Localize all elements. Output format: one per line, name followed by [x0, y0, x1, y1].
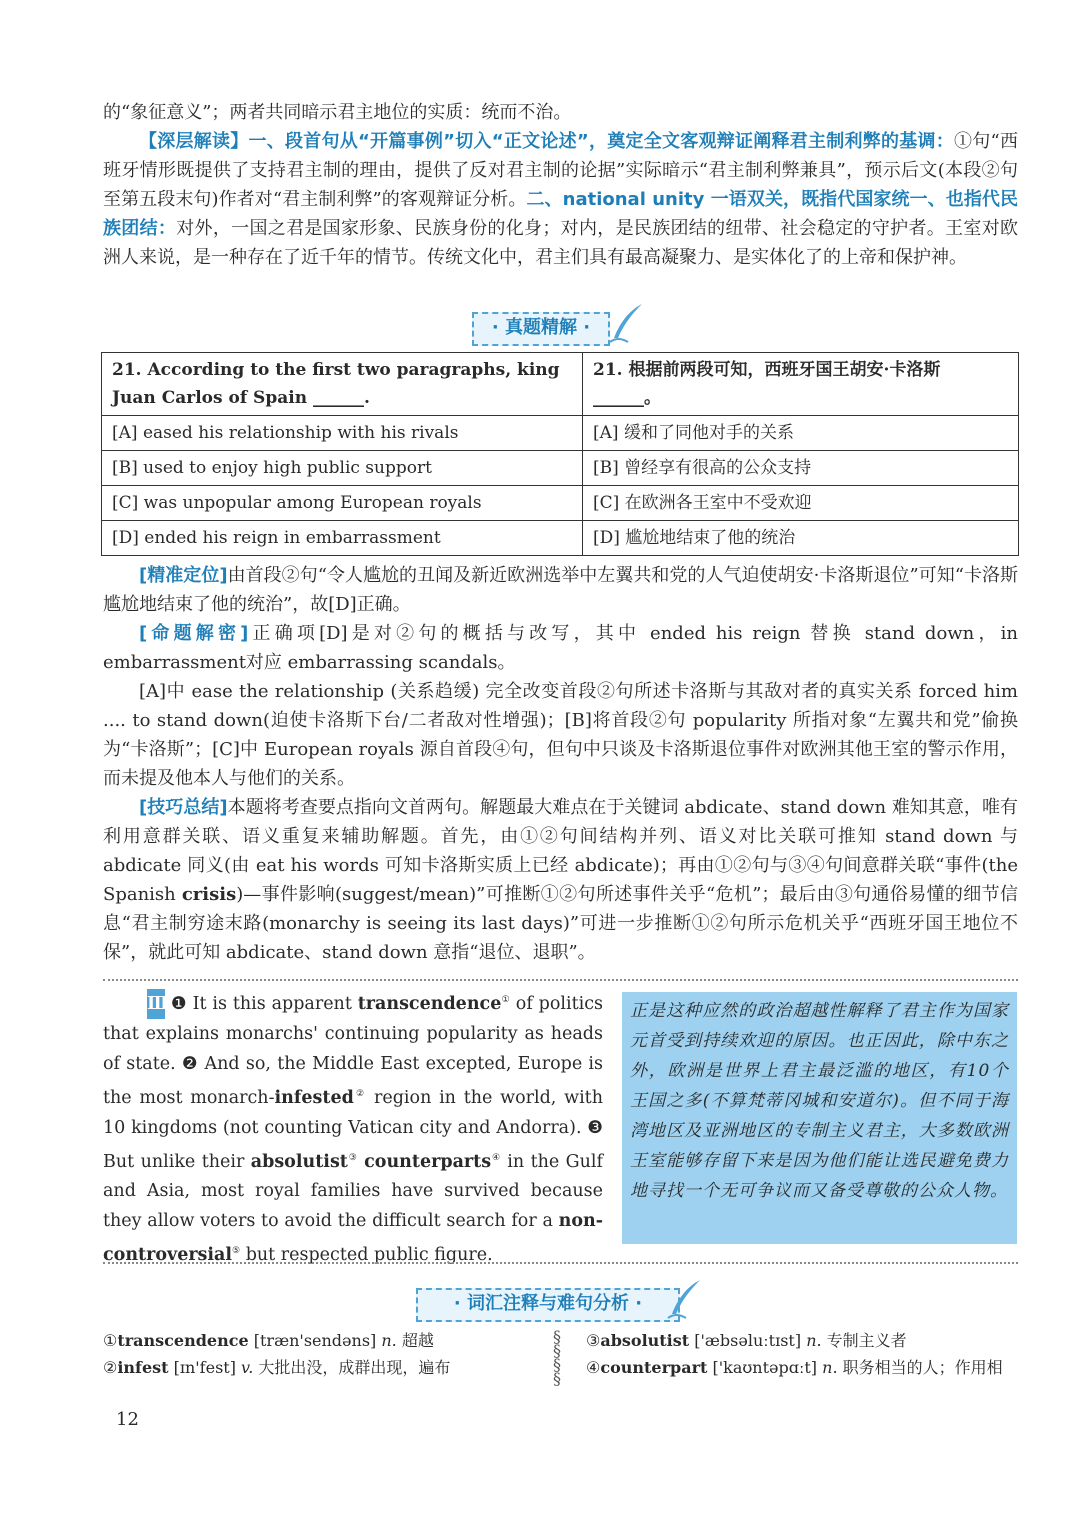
option-en: [A] eased his relationship with his rivals: [102, 416, 583, 451]
footnote-mark: ⑤: [232, 1246, 241, 1257]
option-en: [C] was unpopular among European royals: [102, 486, 583, 521]
passage-text: ❶ It is this apparent: [165, 993, 358, 1014]
vocab-ipa: [træn'sendəns]: [253, 1331, 377, 1350]
option-cn: [B] 曾经享有很高的公众支持: [583, 451, 1019, 486]
passage-text: region in the world, with 10 kingdoms (not counting Vatican city and Andorra). ❸ But unlike their: [103, 1087, 603, 1172]
vocab-item: [103, 1355, 450, 1381]
vocab-word: absolutist: [250, 1151, 348, 1172]
vocab-meaning: 职务相当的人；作用相: [842, 1358, 1003, 1377]
skill-para: [103, 793, 1018, 967]
vocab-word: infest: [117, 1358, 169, 1377]
option-cn: [A] 缓和了同他对手的关系: [583, 416, 1019, 451]
question-stem-cn: 21. 根据前两段可知，西班牙国王胡安·卡洛斯______。: [583, 353, 1019, 416]
question-stem-en: 21. According to the first two paragraphs, king Juan Carlos of Spain ______.: [102, 353, 583, 416]
vocab-pos: n.: [381, 1331, 397, 1350]
decode-tag: [命题解密]: [139, 623, 249, 644]
vocab-num: ②: [103, 1358, 118, 1377]
vocab-num: ③: [586, 1331, 601, 1350]
vocab-item: [103, 1328, 434, 1354]
passage-text: of politics that explains monarchs' continuing popularity as heads of state. ❷ And so, the Middle East excepted, Europe is the most monarch-: [103, 993, 604, 1108]
vocab-word: transcendence: [357, 993, 502, 1014]
skill-bold-word: crisis: [181, 884, 237, 905]
footnote-mark: ③: [347, 1152, 358, 1163]
vocab-item: [586, 1328, 907, 1354]
table-row: [102, 451, 1019, 486]
wrong-options-para: [A]中 ease the relationship (关系趋缓) 完全改变首段②句所述卡洛斯与其敌对者的真实关系 forced him .... to stand down(迫使卡洛斯下台/二者敌对性增强)；[B]将首段②句 popularity 所指对象“左翼共和党”偷换为“卡洛斯”；[C]中 European royals 源自首段④句，但句中只谈及卡洛斯退位事件对欧洲其他王室的警示作用，而未提及他本人与他们的关系。: [103, 681, 1018, 789]
vocab-word: absolutist: [600, 1331, 690, 1350]
paragraph-num: Ⅲ: [147, 989, 165, 1019]
vocab-ipa: [ɪn'fest]: [173, 1358, 236, 1377]
passage-text: in the Gulf and Asia, most royal families have survived because they allow voters to avoid the difficult search for a: [103, 1151, 603, 1232]
passage-text: but respected public figure.: [240, 1245, 493, 1266]
quill-icon: [606, 302, 646, 346]
vocab-word: infested: [274, 1087, 354, 1108]
footnote-mark: ④: [491, 1152, 501, 1163]
translation-box: 正是这种应然的政治超越性解释了君主作为国家元首受到持续欢迎的原因。也正因此，除中东之外，欧洲是世界上君主最泛滥的地区，有10个王国之多(不算梵蒂冈城和安道尔)。但不同于海湾地区及亚洲地区的专制主义君主，大多数欧洲王室能够存留下来是因为他们能让选民避免费力地寻找一个无可争议而又备受尊敬的公众人物。: [622, 992, 1017, 1244]
passage-en: [103, 985, 603, 1270]
decode-para: [103, 619, 1018, 677]
locate-tag: [精准定位]: [139, 565, 228, 586]
vocab-pos: n.: [822, 1358, 838, 1377]
vocab-word: counterparts: [364, 1151, 492, 1172]
option-en: [B] used to enjoy high public support: [102, 451, 583, 486]
top-text: [103, 98, 1018, 272]
decode-text: 正确项[D]是对②句的概括与改写，其中 ended his reign 替换 stand down，in embarrassment对应 embarrassing scandals。: [103, 623, 1018, 673]
locate-para: [103, 561, 1018, 619]
deep-body2: 对外，一国之君是国家形象、民族身份的化身；对内，是民族团结的纽带、社会稳定的守护者。王室对欧洲人来说，是一种存在了近千年的情节。传统文化中，君主们具有最高凝聚力、是实体化了的上帝和保护神。: [103, 218, 1019, 268]
vocab-meaning: 超越: [401, 1331, 434, 1350]
vocab-word: transcendence: [117, 1331, 249, 1350]
section-title-vocab: · 词汇注释与难句分析 ·: [416, 1288, 680, 1322]
divider: [103, 1262, 1018, 1264]
table-row: [102, 353, 1019, 416]
vocab-num: ④: [586, 1358, 601, 1377]
vocab-meaning: 大批出没，成群出现，遍布: [258, 1358, 451, 1377]
deep-lead2: 二、national unity 一语双关，既指代国家统一、也指代民族团结：: [103, 189, 1018, 239]
table-row: [102, 521, 1019, 556]
vocab-meaning: 专制主义者: [826, 1331, 907, 1350]
deep-reading: [103, 127, 1018, 272]
vocab-word: non-controversial: [103, 1211, 603, 1266]
vocab-item: [586, 1355, 1003, 1381]
deep-lead: 一、段首句从“开篇事例”切入“正文论述”，奠定全文客观辩证阐释君主制利弊的基调：: [248, 131, 955, 152]
deep-body1: ①句“西班牙情形既提供了支持君主制的理由，提供了反对君主制的论据”实际暗示“君主制利弊兼具”，预示后文(本段②句至第五段末句)作者对“君主制利弊”的客观辩证分析。: [103, 131, 1018, 210]
intro-line: 的“象征意义”；两者共同暗示君主地位的实质：统而不治。: [103, 102, 572, 123]
section-title-questions: · 真题精解 ·: [472, 312, 610, 346]
skill-text-b: )—事件影响(suggest/mean)”可推断①②句所述事件关乎“危机”；最后由③句通俗易懂的细节信息“君主制穷途末路(monarchy is seeing its last days)”可进一步推断①②句所示危机关乎“西班牙国王地位不保”，就此可知 abdicate、stand down 意指“退位、退职”。: [103, 884, 1018, 963]
option-cn: [C] 在欧洲各王室中不受欢迎: [583, 486, 1019, 521]
vocab-word: counterpart: [600, 1358, 708, 1377]
analysis: [103, 561, 1018, 967]
quill-icon: [664, 1278, 704, 1322]
question-table: [101, 352, 1019, 556]
vocab-ipa: ['æbsəluːtɪst]: [694, 1331, 802, 1350]
locate-text: 由首段②句“令人尴尬的丑闻及新近欧洲选举中左翼共和党的人气迫使胡安·卡洛斯退位”可知“卡洛斯尴尬地结束了他的统治”，故[D]正确。: [103, 565, 1019, 615]
skill-tag: [技巧总结]: [139, 797, 228, 818]
table-row: [102, 416, 1019, 451]
option-cn: [D] 尴尬地结束了他的统治: [583, 521, 1019, 556]
table-row: [102, 486, 1019, 521]
option-en: [D] ended his reign in embarrassment: [102, 521, 583, 556]
vocab-num: ①: [103, 1331, 118, 1350]
deep-tag: 【深层解读】: [139, 131, 249, 152]
wavy-divider: § § § §: [553, 1327, 561, 1388]
divider: [103, 979, 1018, 981]
vocab-pos: v.: [241, 1358, 254, 1377]
footnote-mark: ①: [501, 995, 510, 1005]
page-number: 12: [116, 1409, 139, 1430]
footnote-mark: ②: [353, 1088, 367, 1099]
vocab-ipa: ['kaʊntəpɑːt]: [712, 1358, 818, 1377]
skill-text-a: 本题将考查要点指向文首两句。解题最大难点在于关键词 abdicate、stand down 难知其意，唯有利用意群关联、语义重复来辅助解题。首先，由①②句间结构并列、语义对比关联可推知 stand down 与 abdicate 同义(由 eat his words 可知卡洛斯实质上已经 abdicate)；再由①②句与③④句间意群关联“事件(the Spanish: [103, 797, 1019, 905]
vocab-pos: n.: [806, 1331, 822, 1350]
